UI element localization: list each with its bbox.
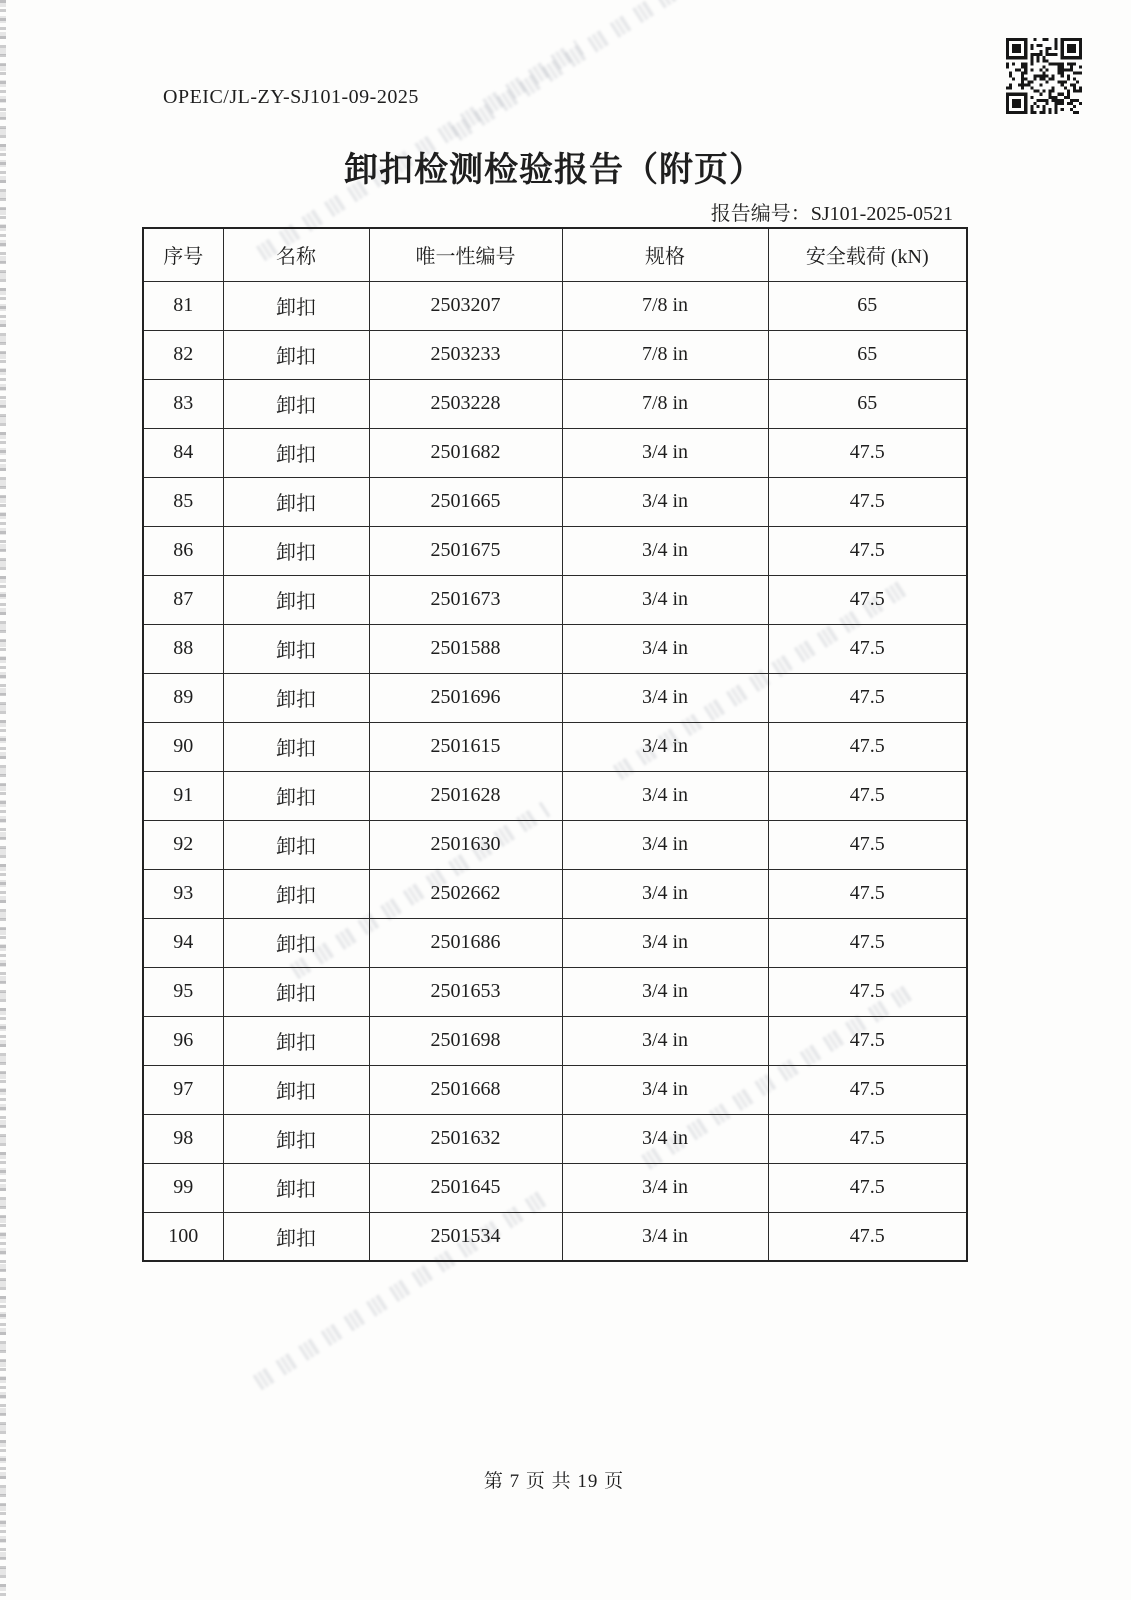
table-cell: 卸扣	[223, 575, 369, 624]
table-row	[143, 722, 967, 771]
page-title: 卸扣检测检验报告（附页）	[344, 152, 764, 189]
table-cell: 卸扣	[223, 1163, 369, 1212]
table-cell: 91	[143, 771, 223, 820]
table-cell: 96	[143, 1016, 223, 1065]
watermark-band	[451, 0, 729, 141]
table-cell: 47.5	[768, 1114, 967, 1163]
table-cell: 3/4 in	[562, 869, 768, 918]
page-footer: 第 7 页 共 19 页	[483, 1471, 625, 1492]
table-cell: 47.5	[768, 1016, 967, 1065]
table-cell: 47.5	[768, 1212, 967, 1261]
table-cell: 82	[143, 330, 223, 379]
table-cell: 95	[143, 967, 223, 1016]
table-cell: 65	[768, 281, 967, 330]
table-row	[143, 281, 967, 330]
table-cell: 47.5	[768, 575, 967, 624]
table-cell: 卸扣	[223, 771, 369, 820]
table-cell: 94	[143, 918, 223, 967]
table-cell: 2501696	[369, 673, 562, 722]
table-cell: 93	[143, 869, 223, 918]
table-cell: 3/4 in	[562, 428, 768, 477]
table-cell: 2503233	[369, 330, 562, 379]
table-cell: 98	[143, 1114, 223, 1163]
table-cell: 7/8 in	[562, 379, 768, 428]
table-cell: 47.5	[768, 477, 967, 526]
table-row	[143, 477, 967, 526]
table-cell: 47.5	[768, 918, 967, 967]
qr-code-svg	[1004, 38, 1084, 114]
table-cell: 2501698	[369, 1016, 562, 1065]
scan-edge-artifact	[0, 0, 6, 1600]
table-cell: 47.5	[768, 722, 967, 771]
report-number-value: SJ101-2025-0521	[810, 203, 953, 225]
table-row	[143, 869, 967, 918]
table-cell: 3/4 in	[562, 918, 768, 967]
table-cell: 47.5	[768, 673, 967, 722]
table-cell: 2501615	[369, 722, 562, 771]
table-row	[143, 1163, 967, 1212]
table-cell: 81	[143, 281, 223, 330]
table-cell: 卸扣	[223, 379, 369, 428]
table-cell: 90	[143, 722, 223, 771]
table-cell: 89	[143, 673, 223, 722]
table-row	[143, 820, 967, 869]
table-cell: 卸扣	[223, 1065, 369, 1114]
table-cell: 47.5	[768, 967, 967, 1016]
table-cell: 卸扣	[223, 967, 369, 1016]
table-cell: 2501645	[369, 1163, 562, 1212]
table-header-cell: 名称	[223, 228, 369, 281]
table-row	[143, 1212, 967, 1261]
table-cell: 卸扣	[223, 673, 369, 722]
table-cell: 2503228	[369, 379, 562, 428]
document-code: OPEIC/JL-ZY-SJ101-09-2025	[163, 86, 419, 108]
table-cell: 47.5	[768, 869, 967, 918]
table-cell: 3/4 in	[562, 967, 768, 1016]
table-cell: 3/4 in	[562, 722, 768, 771]
table-cell: 65	[768, 330, 967, 379]
table-cell: 87	[143, 575, 223, 624]
table-cell: 2501682	[369, 428, 562, 477]
table-cell: 3/4 in	[562, 1065, 768, 1114]
table-cell: 85	[143, 477, 223, 526]
table-cell: 卸扣	[223, 330, 369, 379]
table-cell: 3/4 in	[562, 771, 768, 820]
table-cell: 88	[143, 624, 223, 673]
table-cell: 47.5	[768, 624, 967, 673]
table-row	[143, 1016, 967, 1065]
table-cell: 3/4 in	[562, 673, 768, 722]
report-table	[142, 227, 968, 1262]
table-header-row	[143, 228, 967, 281]
table-cell: 卸扣	[223, 918, 369, 967]
table-cell: 卸扣	[223, 820, 369, 869]
table-row	[143, 624, 967, 673]
table-row	[143, 967, 967, 1016]
table-header-cell: 规格	[562, 228, 768, 281]
table-cell: 2501673	[369, 575, 562, 624]
table-cell: 7/8 in	[562, 330, 768, 379]
table-cell: 7/8 in	[562, 281, 768, 330]
table-row	[143, 575, 967, 624]
table-cell: 卸扣	[223, 526, 369, 575]
table-cell: 47.5	[768, 1163, 967, 1212]
table-cell: 3/4 in	[562, 624, 768, 673]
table-row	[143, 673, 967, 722]
table-cell: 3/4 in	[562, 1163, 768, 1212]
table-cell: 2502662	[369, 869, 562, 918]
table-cell: 卸扣	[223, 477, 369, 526]
table-row	[143, 1065, 967, 1114]
report-number-label: 报告编号：	[710, 203, 811, 225]
table-cell: 47.5	[768, 1065, 967, 1114]
table-cell: 2501653	[369, 967, 562, 1016]
table-cell: 3/4 in	[562, 1016, 768, 1065]
table-row	[143, 330, 967, 379]
table-header-cell: 序号	[143, 228, 223, 281]
table-body	[143, 281, 967, 1261]
table-cell: 3/4 in	[562, 820, 768, 869]
table-header-cell: 安全载荷 (kN)	[768, 228, 967, 281]
table-cell: 84	[143, 428, 223, 477]
table-cell: 卸扣	[223, 281, 369, 330]
table-cell: 卸扣	[223, 722, 369, 771]
table-cell: 卸扣	[223, 869, 369, 918]
table-cell: 3/4 in	[562, 575, 768, 624]
table-row	[143, 379, 967, 428]
table-cell: 2501675	[369, 526, 562, 575]
table-cell: 99	[143, 1163, 223, 1212]
table-row	[143, 428, 967, 477]
table-cell: 3/4 in	[562, 1212, 768, 1261]
table-cell: 3/4 in	[562, 477, 768, 526]
table-header-cell: 唯一性编号	[369, 228, 562, 281]
table-cell: 2501628	[369, 771, 562, 820]
table-cell: 2501630	[369, 820, 562, 869]
qr-code-icon	[1004, 38, 1084, 114]
table-cell: 2501665	[369, 477, 562, 526]
table-cell: 2501686	[369, 918, 562, 967]
table-cell: 86	[143, 526, 223, 575]
table-cell: 47.5	[768, 428, 967, 477]
table-cell: 卸扣	[223, 1016, 369, 1065]
table-cell: 卸扣	[223, 1114, 369, 1163]
table-row	[143, 771, 967, 820]
table-cell: 3/4 in	[562, 1114, 768, 1163]
table-cell: 97	[143, 1065, 223, 1114]
table-cell: 47.5	[768, 820, 967, 869]
table-cell: 47.5	[768, 771, 967, 820]
report-number	[711, 197, 953, 226]
table-cell: 2501632	[369, 1114, 562, 1163]
table-cell: 卸扣	[223, 624, 369, 673]
table-cell: 47.5	[768, 526, 967, 575]
table-cell: 83	[143, 379, 223, 428]
table-cell: 92	[143, 820, 223, 869]
table-cell: 100	[143, 1212, 223, 1261]
table-cell: 2501668	[369, 1065, 562, 1114]
table-cell: 65	[768, 379, 967, 428]
table-cell: 2501588	[369, 624, 562, 673]
table-cell: 卸扣	[223, 428, 369, 477]
table-cell: 2501534	[369, 1212, 562, 1261]
table-cell: 3/4 in	[562, 526, 768, 575]
table-cell: 卸扣	[223, 1212, 369, 1261]
table-row	[143, 526, 967, 575]
table-row	[143, 918, 967, 967]
table-cell: 2503207	[369, 281, 562, 330]
table-row	[143, 1114, 967, 1163]
